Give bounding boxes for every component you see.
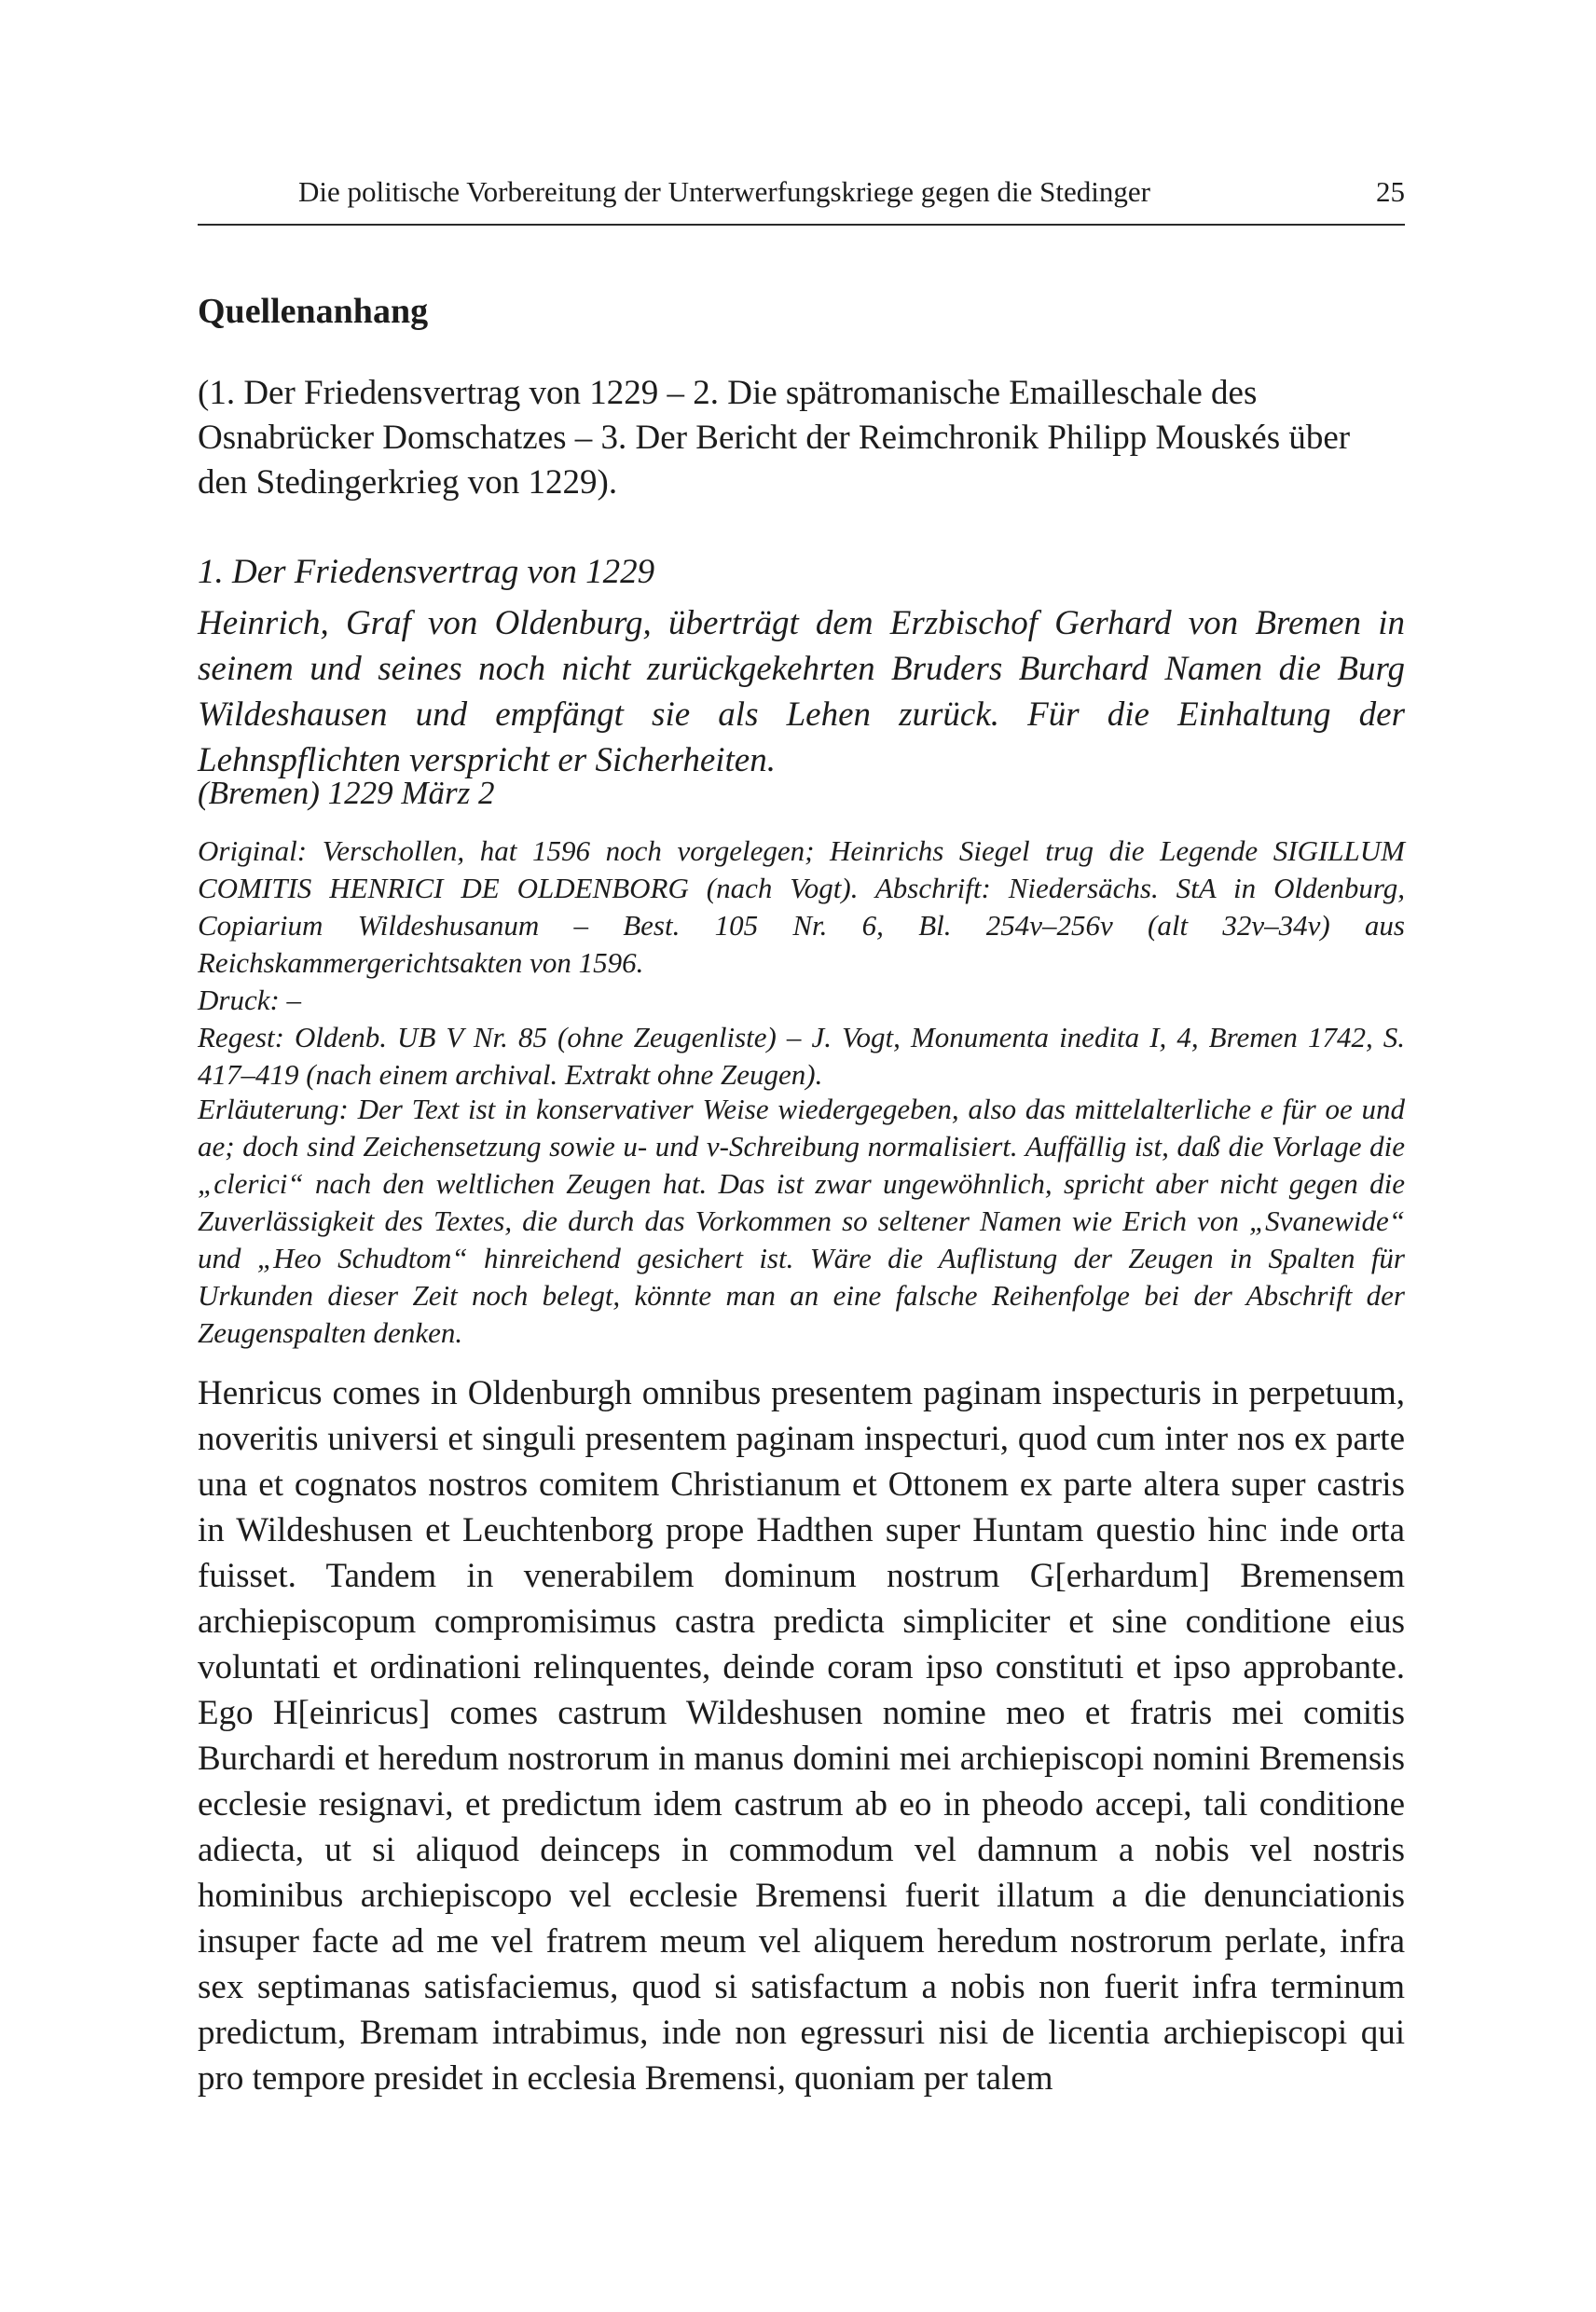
section-title: Quellenanhang <box>198 292 429 331</box>
original-note: Original: Verschollen, hat 1596 noch vorgelegen; Heinrichs Siegel trug die Legende SIGILLUM COMITIS HENRICI DE OLDENBORG (nach Vogt). Abschrift: Niedersächs. StA in Oldenburg, Copiarium Wildeshusanum – Best. 105 Nr. 6, Bl. 254v–256v (alt 32v–34v) aus Reichskammergerichtsakten von 1596. <box>198 834 1405 979</box>
charter-text: Henricus comes in Oldenburgh omnibus presentem paginam inspecturis in perpetuum, noveritis universi et singuli presentem paginam inspecturi, quod cum inter nos ex parte una et cognatos nostros comitem Christianum et Ottonem ex parte altera super castris in Wildeshusen et Leuchtenborg prope Hadthen super Huntam questio hinc inde orta fuisset. Tandem in venerabilem dominum nostrum G[erhardum] Bremensem archiepiscopum compromisimus castra predicta simpliciter et sine conditione eius voluntati et ordinationi relinquentes, deinde coram ipso constituti et ipso approbante. Ego H[einricus] comes castrum Wildeshusen nomine meo et fratris mei comitis Burchardi et heredum nostrorum in manus domini mei archiepiscopi nomini Bremensis ecclesie resignavi, et predictum idem castrum ab eo in pheodo accepi, tali conditione adiecta, ut si aliquod deinceps in commodum vel damnum a nobis vel nostris hominibus archiepiscopo vel ecclesie Bremensi fuerit illatum a die denunciationis insuper facte ad me vel fratrem meum vel aliquem heredum nostrorum perlate, infra sex septimanas satisfaciemus, quod si satisfactum a nobis non fuerit infra terminum predictum, Bremam intrabimus, inde non egressuri nisi de licentia archiepiscopi qui pro tempore presidet in ecclesia Bremensi, quoniam per talem <box>198 1374 1405 2098</box>
document-dating: (Bremen) 1229 März 2 <box>198 775 495 811</box>
druck-note: Druck: – <box>198 984 302 1016</box>
regest-note: Regest: Oldenb. UB V Nr. 85 (ohne Zeugenliste) – J. Vogt, Monumenta inedita I, 4, Bremen 1742, S. 417–419 (nach einem archival. Extrakt ohne Zeugen). <box>198 1021 1405 1091</box>
page-number: 25 <box>1376 175 1405 208</box>
running-head-title: Die politische Vorbereitung der Unterwerfungskriege gegen die Stedinger <box>298 175 1150 208</box>
explanation-note: Erläuterung: Der Text ist in konservativer Weise wiedergegeben, also das mittelalterliche e für oe und ae; doch sind Zeichensetzung sowie u- und v-Schreibung normalisiert. Auffällig ist, daß die Vorlage die „clerici“ nach den weltlichen Zeugen hat. Das ist zwar ungewöhnlich, spricht aber nicht gegen die Zuverlässigkeit des Textes, die durch das Vorkommen so seltener Namen wie Erich von „Svanewide“ und „Heo Schudtom“ hinreichend gesichert ist. Wäre die Auflistung der Zeugen in Spalten für Urkunden dieser Zeit noch belegt, könnte man an eine falsche Reihenfolge bei der Abschrift der Zeugenspalten denken. <box>198 1093 1405 1349</box>
source-apparatus <box>198 833 1405 1094</box>
header-rule <box>198 224 1405 226</box>
document-regest: Heinrich, Graf von Oldenburg, überträgt dem Erzbischof Gerhard von Bremen in seinem und seines noch nicht zurückgekehrten Bruders Burchard Namen die Burg Wildeshausen und empfängt sie als Lehen zurück. Für die Einhaltung der Lehnspflichten verspricht er Sicherheiten. <box>198 604 1405 779</box>
document-heading: 1. Der Friedensvertrag von 1229 <box>198 553 655 591</box>
appendix-intro: (1. Der Friedensvertrag von 1229 – 2. Die spätromanische Emailleschale des Osnabrücker Domschatzes – 3. Der Bericht der Reimchronik Philipp Mouskés über den Stedingerkrieg von 1229). <box>198 374 1351 502</box>
